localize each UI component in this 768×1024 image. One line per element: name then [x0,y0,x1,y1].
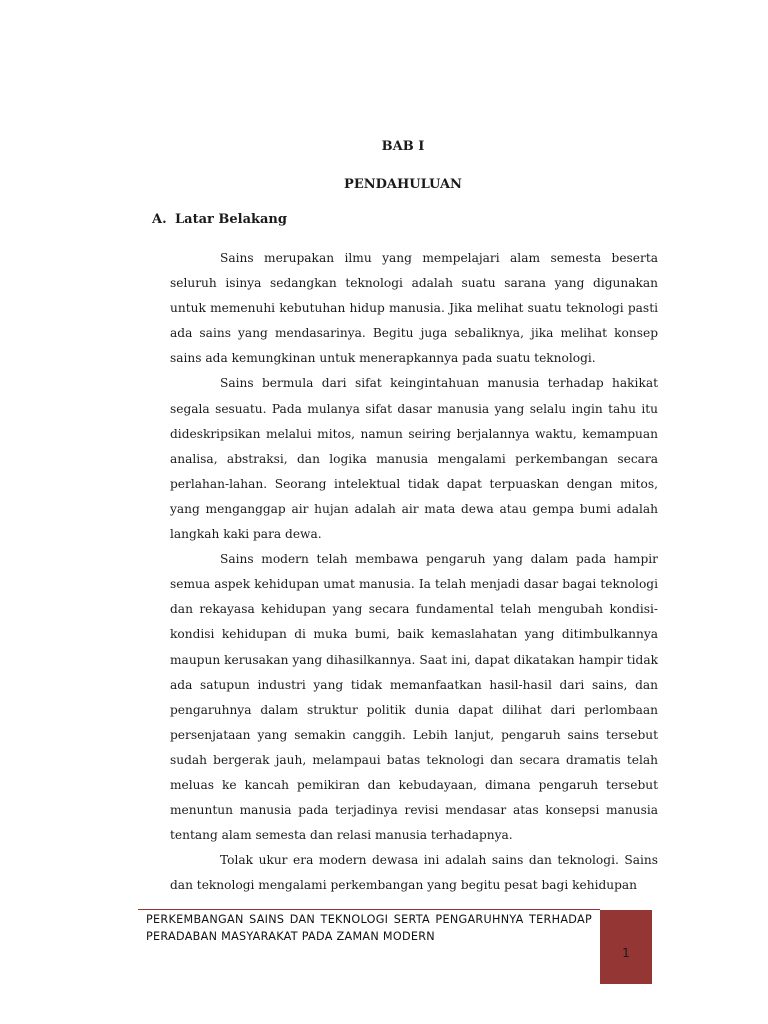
chapter-title: PENDAHULUAN [344,177,462,192]
section-letter: A. [152,212,167,227]
page-number: 1 [622,946,630,960]
section-title: Latar Belakang [175,212,287,227]
footer-divider [138,909,600,910]
section-heading [152,212,287,227]
body-text [170,246,658,898]
page-number-box [600,910,652,984]
paragraph: Tolak ukur era modern dewasa ini adalah sains dan teknologi. Sains dan teknologi mengalami perkembangan yang begitu pesat bagi kehidupan [170,853,658,893]
chapter-label: BAB I [381,139,425,154]
paragraph: Sains modern telah membawa pengaruh yang dalam pada hampir semua aspek kehidupan umat manusia. Ia telah menjadi dasar bagai teknologi dan rekayasa kehidupan yang secara fundamental telah mengubah kondisi-kondisi kehidupan di muka bumi, baik kemaslahatan yang ditimbulkannya maupun kerusakan yang dihasilkannya. Saat ini, dapat dikatakan hampir tidak ada satupun industri yang tidak memanfaatkan hasil-hasil dari sains, dan pengaruhnya dalam struktur politik dunia dapat dilihat dari perlombaan persenjataan yang semakin canggih. Lebih lanjut, pengaruh sains tersebut sudah bergerak jauh, melampaui batas teknologi dan secara dramatis telah meluas ke kancah pemikiran dan kebudayaan, dimana pengaruh tersebut menuntun manusia pada terjadinya revisi mendasar atas konsepsi manusia tentang alam semesta dan relasi manusia terhadapnya. [170,552,658,843]
paragraph: Sains merupakan ilmu yang mempelajari alam semesta beserta seluruh isinya sedangkan teknologi adalah suatu sarana yang digunakan untuk memenuhi kebutuhan hidup manusia. Jika melihat suatu teknologi pasti ada sains yang mendasarinya. Begitu juga sebaliknya, jika melihat konsep sains ada kemungkinan untuk menerapkannya pada suatu teknologi. [170,251,658,366]
footer-title: PERKEMBANGAN SAINS DAN TEKNOLOGI SERTA PENGARUHNYA TERHADAP PERADABAN MASYARAKAT PADA ZAMAN MODERN [146,913,592,943]
paragraph: Sains bermula dari sifat keingintahuan manusia terhadap hakikat segala sesuatu. Pada mulanya sifat dasar manusia yang selalu ingin tahu itu dideskripsikan melalui mitos, namun seiring berjalannya waktu, kemampuan analisa, abstraksi, dan logika manusia mengalami perkembangan secara perlahan-lahan. Seorang intelektual tidak dapat terpuaskan dengan mitos, yang menganggap air hujan adalah air mata dewa atau gempa bumi adalah langkah kaki para dewa. [170,376,658,542]
